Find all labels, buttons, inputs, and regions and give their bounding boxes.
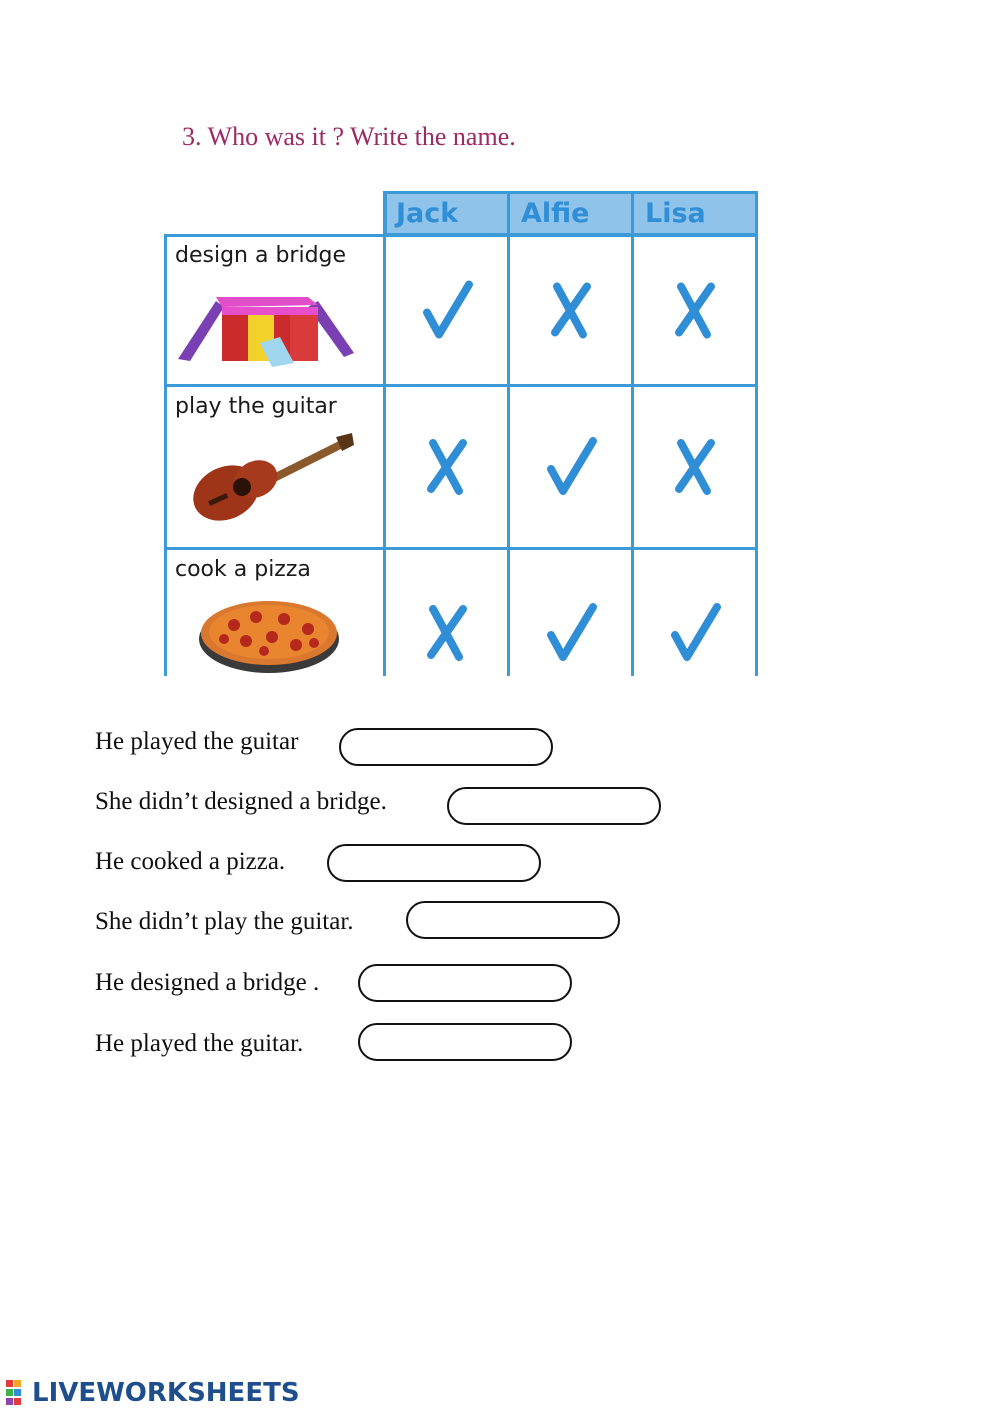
answer-input[interactable] xyxy=(447,787,661,825)
answer-input[interactable] xyxy=(339,728,553,766)
cross-mark-icon xyxy=(386,387,508,547)
question-sentence: He cooked a pizza. xyxy=(95,848,286,875)
question-sentence: She didn’t designed a bridge. xyxy=(95,788,387,815)
pizza-picture xyxy=(194,595,344,675)
cross-mark-icon xyxy=(510,237,632,384)
answer-input[interactable] xyxy=(406,901,620,939)
column-header-alfie: Alfie xyxy=(521,198,590,229)
answer-input[interactable] xyxy=(358,1023,572,1061)
liveworksheets-logo-icon xyxy=(6,1378,32,1408)
row-label-cook-pizza: cook a pizza xyxy=(175,557,311,582)
who-was-it-table xyxy=(164,191,759,676)
guitar-picture xyxy=(186,431,356,531)
check-mark-icon xyxy=(510,387,632,547)
column-header-jack: Jack xyxy=(396,198,459,229)
bridge-picture xyxy=(176,287,356,367)
row-label-play-guitar: play the guitar xyxy=(175,394,337,419)
footer-logo xyxy=(6,1378,300,1408)
answer-input[interactable] xyxy=(358,964,572,1002)
check-mark-icon xyxy=(386,237,508,384)
cross-mark-icon xyxy=(634,237,756,384)
check-mark-icon xyxy=(634,550,756,676)
question-sentence: He played the guitar. xyxy=(95,1030,304,1057)
cross-mark-icon xyxy=(386,550,508,676)
question-sentence: He designed a bridge . xyxy=(95,969,320,996)
row-label-design-bridge: design a bridge xyxy=(175,243,347,268)
answer-input[interactable] xyxy=(327,844,541,882)
question-sentence: She didn’t play the guitar. xyxy=(95,908,354,935)
column-header-lisa: Lisa xyxy=(645,198,706,229)
logo-text: LIVEWORKSHEETS xyxy=(32,1378,300,1408)
grid-line xyxy=(164,235,167,676)
instruction-heading: 3. Who was it ? Write the name. xyxy=(182,122,516,151)
question-sentence: He played the guitar xyxy=(95,728,299,755)
cross-mark-icon xyxy=(634,387,756,547)
check-mark-icon xyxy=(510,550,632,676)
